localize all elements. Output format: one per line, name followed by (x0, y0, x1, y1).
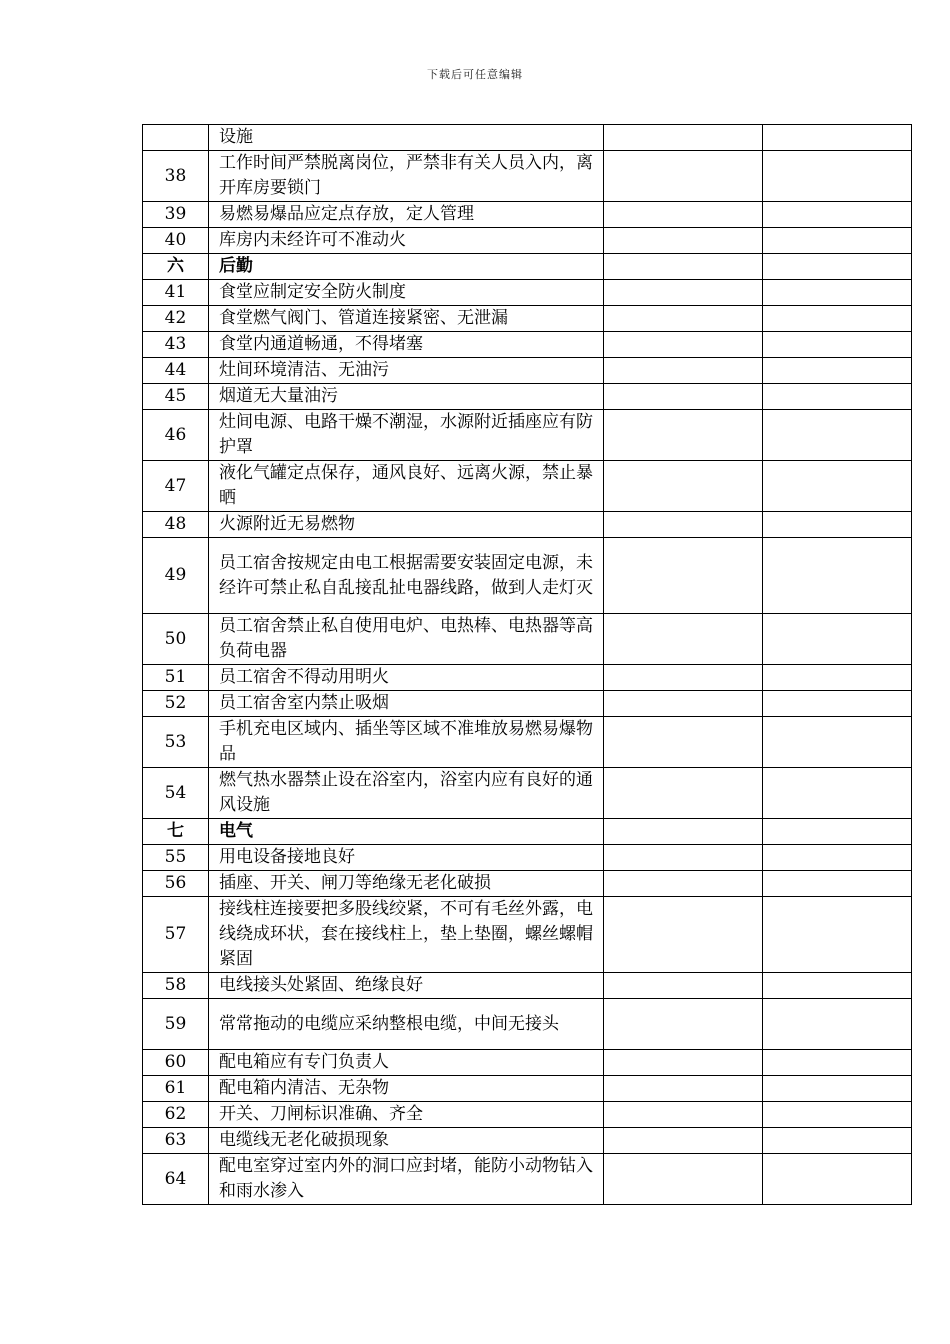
section-title: 后勤 (209, 254, 604, 280)
section-title: 电气 (209, 819, 604, 845)
check-result-cell (604, 665, 763, 691)
check-item: 食堂内通道畅通，不得堵塞 (209, 332, 604, 358)
remarks-cell (763, 512, 912, 538)
check-result-cell (604, 461, 763, 512)
check-result-cell (604, 1154, 763, 1205)
remarks-cell (763, 384, 912, 410)
check-result-cell (604, 306, 763, 332)
remarks-cell (763, 897, 912, 973)
row-number (143, 125, 209, 151)
remarks-cell (763, 151, 912, 202)
check-result-cell (604, 254, 763, 280)
check-result-cell (604, 228, 763, 254)
check-result-cell (604, 358, 763, 384)
check-item: 手机充电区域内、插坐等区域不准堆放易燃易爆物品 (209, 717, 604, 768)
remarks-cell (763, 461, 912, 512)
check-result-cell (604, 202, 763, 228)
table-row (143, 768, 912, 819)
table-row (143, 973, 912, 999)
table-row (143, 228, 912, 254)
check-result-cell (604, 332, 763, 358)
table-row (143, 845, 912, 871)
page-header: 下载后可任意编辑 (427, 68, 523, 81)
remarks-cell (763, 410, 912, 461)
row-number: 55 (143, 845, 209, 871)
row-number: 44 (143, 358, 209, 384)
table-row (143, 1128, 912, 1154)
remarks-cell (763, 125, 912, 151)
remarks-cell (763, 845, 912, 871)
remarks-cell (763, 538, 912, 614)
remarks-cell (763, 1102, 912, 1128)
remarks-cell (763, 999, 912, 1050)
check-item: 火源附近无易燃物 (209, 512, 604, 538)
row-number: 58 (143, 973, 209, 999)
table-row (143, 461, 912, 512)
table-row (143, 665, 912, 691)
check-item: 液化气罐定点保存，通风良好、远离火源，禁止暴晒 (209, 461, 604, 512)
check-item: 员工宿舍按规定由电工根据需要安装固定电源，未经许可禁止私自乱接乱扯电器线路，做到人走灯灭 (209, 538, 604, 614)
row-number: 63 (143, 1128, 209, 1154)
check-item: 燃气热水器禁止设在浴室内，浴室内应有良好的通风设施 (209, 768, 604, 819)
table-row (143, 614, 912, 665)
table-row (143, 999, 912, 1050)
row-number: 48 (143, 512, 209, 538)
check-result-cell (604, 768, 763, 819)
check-result-cell (604, 538, 763, 614)
check-result-cell (604, 384, 763, 410)
row-number: 54 (143, 768, 209, 819)
table-row (143, 1154, 912, 1205)
inspection-table (142, 124, 912, 1205)
check-result-cell (604, 614, 763, 665)
check-item: 配电箱应有专门负责人 (209, 1050, 604, 1076)
row-number: 51 (143, 665, 209, 691)
check-item: 配电箱内清洁、无杂物 (209, 1076, 604, 1102)
check-result-cell (604, 512, 763, 538)
remarks-cell (763, 280, 912, 306)
check-item: 工作时间严禁脱离岗位，严禁非有关人员入内，离开库房要锁门 (209, 151, 604, 202)
check-item: 接线柱连接要把多股线绞紧，不可有毛丝外露，电线绕成环状，套在接线柱上，垫上垫圈，螺丝螺帽紧固 (209, 897, 604, 973)
row-number: 六 (143, 254, 209, 280)
table-row (143, 512, 912, 538)
check-item: 设施 (209, 125, 604, 151)
remarks-cell (763, 973, 912, 999)
check-item: 易燃易爆品应定点存放，定人管理 (209, 202, 604, 228)
check-item: 员工宿舍禁止私自使用电炉、电热棒、电热器等高负荷电器 (209, 614, 604, 665)
check-result-cell (604, 1050, 763, 1076)
check-result-cell (604, 871, 763, 897)
row-number: 61 (143, 1076, 209, 1102)
check-result-cell (604, 691, 763, 717)
check-result-cell (604, 1076, 763, 1102)
row-number: 42 (143, 306, 209, 332)
table-row (143, 125, 912, 151)
remarks-cell (763, 1154, 912, 1205)
row-number: 53 (143, 717, 209, 768)
check-item: 电线接头处紧固、绝缘良好 (209, 973, 604, 999)
row-number: 52 (143, 691, 209, 717)
check-result-cell (604, 280, 763, 306)
remarks-cell (763, 228, 912, 254)
check-result-cell (604, 897, 763, 973)
remarks-cell (763, 871, 912, 897)
check-item: 灶间环境清洁、无油污 (209, 358, 604, 384)
row-number: 38 (143, 151, 209, 202)
table-row (143, 202, 912, 228)
check-result-cell (604, 717, 763, 768)
table-row (143, 871, 912, 897)
row-number: 46 (143, 410, 209, 461)
check-item: 食堂应制定安全防火制度 (209, 280, 604, 306)
row-number: 57 (143, 897, 209, 973)
check-item: 配电室穿过室内外的洞口应封堵，能防小动物钻入和雨水渗入 (209, 1154, 604, 1205)
table-row (143, 691, 912, 717)
check-result-cell (604, 151, 763, 202)
row-number: 40 (143, 228, 209, 254)
check-result-cell (604, 410, 763, 461)
check-item: 插座、开关、闸刀等绝缘无老化破损 (209, 871, 604, 897)
row-number: 64 (143, 1154, 209, 1205)
remarks-cell (763, 254, 912, 280)
row-number: 59 (143, 999, 209, 1050)
table-row (143, 384, 912, 410)
remarks-cell (763, 665, 912, 691)
table-row (143, 897, 912, 973)
check-item: 库房内未经许可不准动火 (209, 228, 604, 254)
row-number: 50 (143, 614, 209, 665)
row-number: 56 (143, 871, 209, 897)
check-item: 食堂燃气阀门、管道连接紧密、无泄漏 (209, 306, 604, 332)
table-row (143, 538, 912, 614)
table-row (143, 332, 912, 358)
table-row (143, 280, 912, 306)
row-number: 60 (143, 1050, 209, 1076)
row-number: 41 (143, 280, 209, 306)
row-number: 39 (143, 202, 209, 228)
section-row (143, 819, 912, 845)
check-item: 员工宿舍不得动用明火 (209, 665, 604, 691)
check-item: 常常拖动的电缆应采纳整根电缆，中间无接头 (209, 999, 604, 1050)
section-row (143, 254, 912, 280)
row-number: 45 (143, 384, 209, 410)
remarks-cell (763, 358, 912, 384)
check-result-cell (604, 999, 763, 1050)
table-row (143, 410, 912, 461)
remarks-cell (763, 1128, 912, 1154)
table-row (143, 358, 912, 384)
check-item: 灶间电源、电路干燥不潮湿，水源附近插座应有防护罩 (209, 410, 604, 461)
remarks-cell (763, 614, 912, 665)
remarks-cell (763, 306, 912, 332)
table-row (143, 1102, 912, 1128)
remarks-cell (763, 717, 912, 768)
row-number: 43 (143, 332, 209, 358)
check-item: 开关、刀闸标识准确、齐全 (209, 1102, 604, 1128)
row-number: 七 (143, 819, 209, 845)
remarks-cell (763, 1050, 912, 1076)
check-result-cell (604, 973, 763, 999)
table-row (143, 151, 912, 202)
check-item: 员工宿舍室内禁止吸烟 (209, 691, 604, 717)
remarks-cell (763, 202, 912, 228)
remarks-cell (763, 332, 912, 358)
check-item: 用电设备接地良好 (209, 845, 604, 871)
check-result-cell (604, 1128, 763, 1154)
table-row (143, 1050, 912, 1076)
check-result-cell (604, 845, 763, 871)
table-row (143, 717, 912, 768)
table-row (143, 306, 912, 332)
row-number: 49 (143, 538, 209, 614)
check-item: 烟道无大量油污 (209, 384, 604, 410)
check-result-cell (604, 819, 763, 845)
check-result-cell (604, 1102, 763, 1128)
row-number: 47 (143, 461, 209, 512)
remarks-cell (763, 691, 912, 717)
remarks-cell (763, 819, 912, 845)
remarks-cell (763, 768, 912, 819)
check-result-cell (604, 125, 763, 151)
check-item: 电缆线无老化破损现象 (209, 1128, 604, 1154)
remarks-cell (763, 1076, 912, 1102)
table-row (143, 1076, 912, 1102)
row-number: 62 (143, 1102, 209, 1128)
